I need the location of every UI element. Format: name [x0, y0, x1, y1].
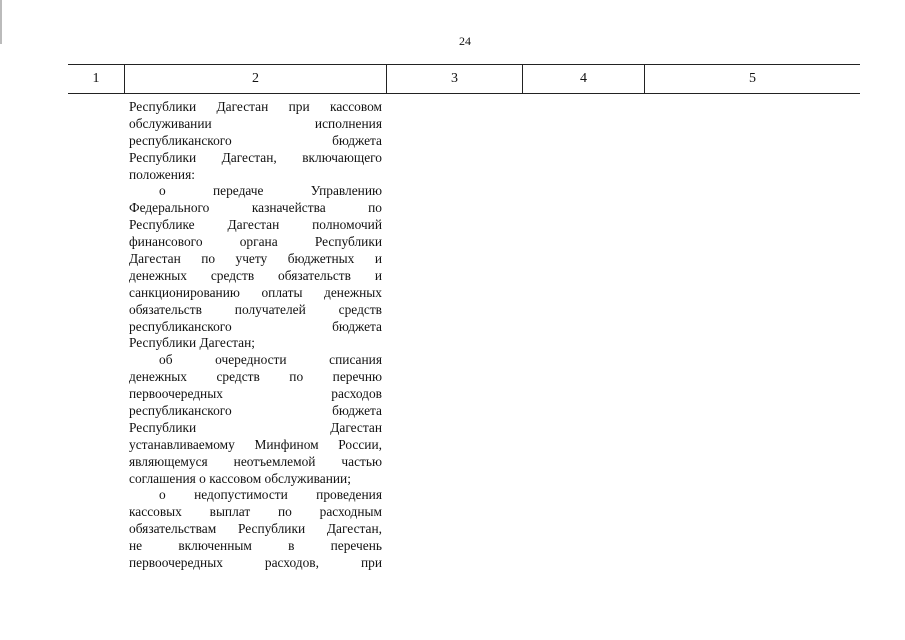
- page-number: 24: [459, 34, 471, 48]
- text-line: обязательств получателей средств: [129, 301, 382, 317]
- text-line: республиканского бюджета: [129, 132, 382, 148]
- text-line: республиканского бюджета: [129, 403, 382, 419]
- text-line: финансового органа Республики: [129, 234, 382, 250]
- text-line: Дагестан по учету бюджетных и: [129, 251, 382, 267]
- column-header-5: 5: [644, 65, 860, 93]
- text-line: о недопустимости проведения: [159, 487, 382, 503]
- text-line: соглашения о кассовом обслуживании;: [129, 470, 351, 486]
- text-line: денежных средств по перечню: [129, 369, 382, 385]
- text-line: Республике Дагестан полномочий: [129, 217, 382, 233]
- text-line: являющемуся неотъемлемой частью: [129, 453, 382, 469]
- text-line: не включенным в перечень: [129, 538, 382, 554]
- text-line: устанавливаемому Минфином России,: [129, 436, 382, 452]
- column-header-2: 2: [124, 65, 386, 93]
- text-line: Республики Дагестан при кассовом: [129, 99, 382, 114]
- text-line: денежных средств обязательств и: [129, 267, 382, 283]
- scan-edge-mark: [0, 0, 2, 44]
- column-header-4: 4: [522, 65, 644, 93]
- text-line: положения:: [129, 166, 195, 182]
- text-line: Республики Дагестан, включающего: [129, 149, 382, 165]
- text-line: Республики Дагестан: [129, 419, 382, 435]
- text-line: республиканского бюджета: [129, 318, 382, 334]
- column-2-text: [129, 99, 382, 572]
- column-header-3: 3: [386, 65, 522, 93]
- text-line: первоочередных расходов: [129, 386, 382, 402]
- text-line: обязательствам Республики Дагестан,: [129, 521, 382, 537]
- text-line: о передаче Управлению: [159, 183, 382, 199]
- text-line: санкционированию оплаты денежных: [129, 284, 382, 300]
- text-line: Республики Дагестан;: [129, 335, 255, 351]
- text-line: Федерального казначейства по: [129, 200, 382, 216]
- text-line: об очередности списания: [159, 352, 382, 368]
- column-header-1: 1: [92, 71, 100, 86]
- text-line: первоочередных расходов, при: [129, 555, 382, 571]
- text-line: обслуживании исполнения: [129, 115, 382, 131]
- text-line: кассовых выплат по расходным: [129, 504, 382, 520]
- table-column-header: [68, 64, 860, 94]
